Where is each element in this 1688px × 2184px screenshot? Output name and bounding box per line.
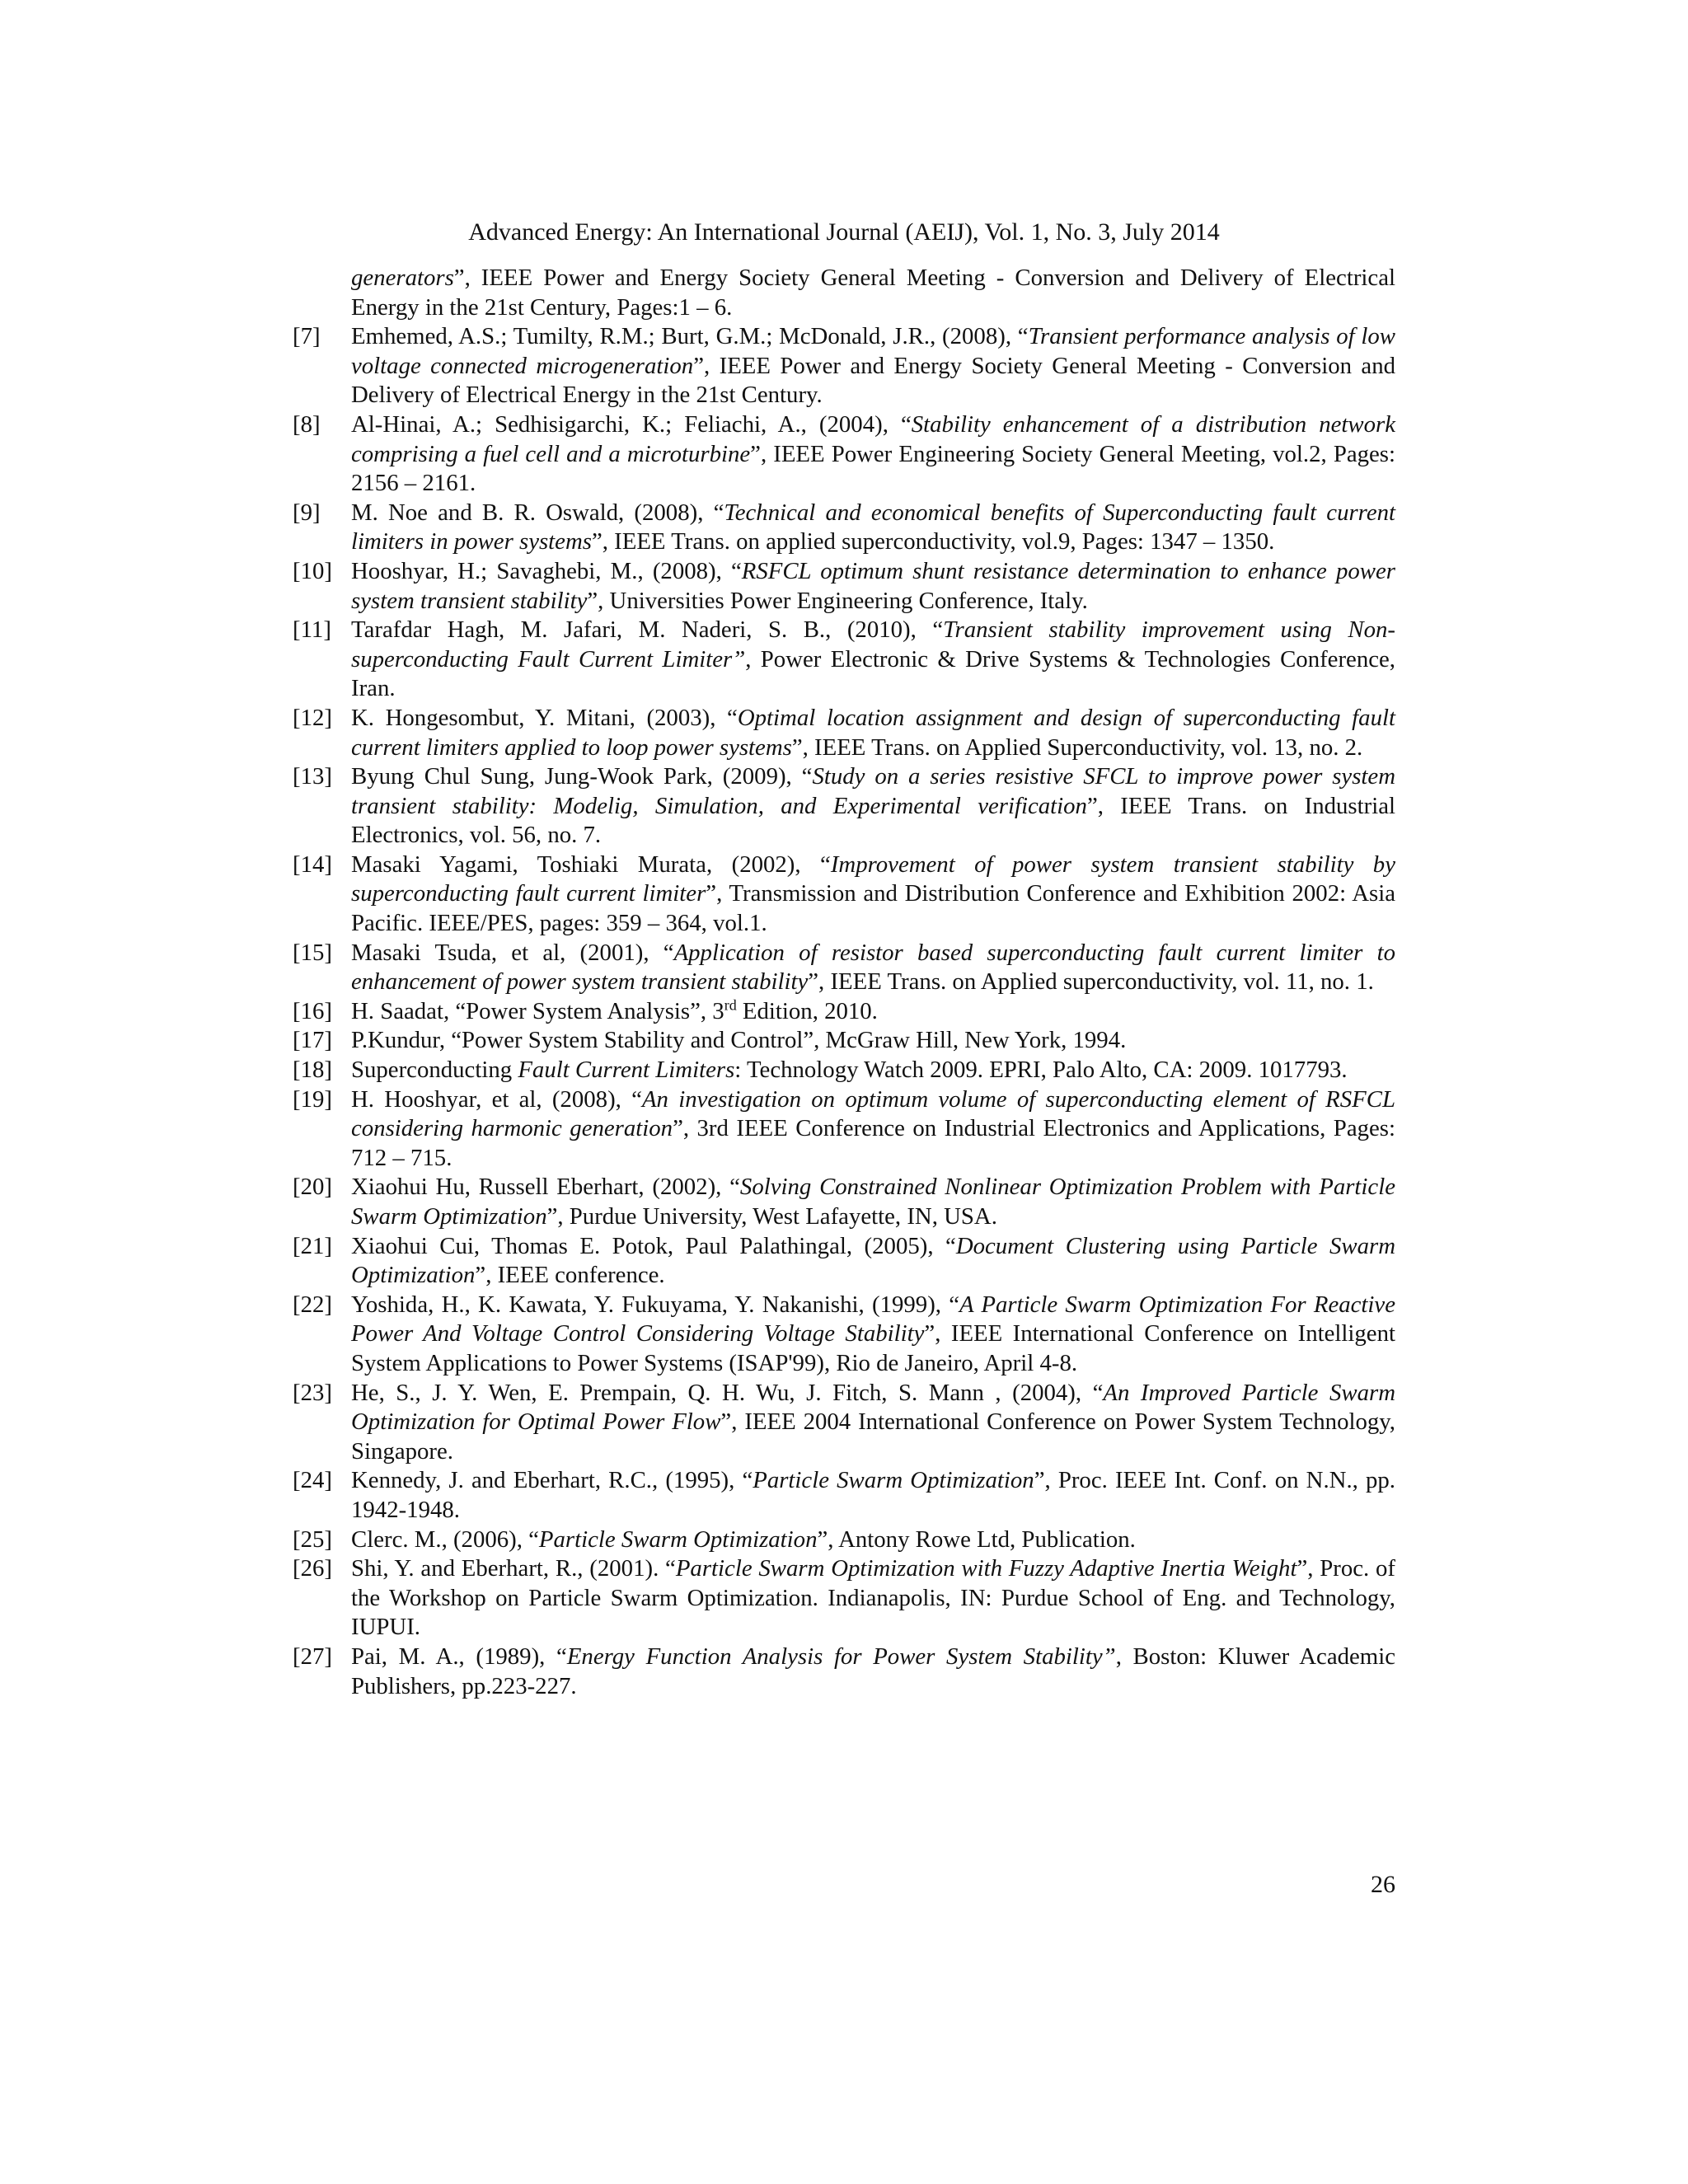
reference-text: Tarafdar Hagh, M. Jafari, M. Naderi, S. B., (2010), “: [351, 616, 944, 644]
reference-number: [24]: [293, 1467, 332, 1494]
reference-text: Byung Chul Sung, Jung-Wook Park, (2009), “: [351, 763, 813, 790]
reference-title: RSFCL optimum shunt resistance determination to enhance power system transient stability: [351, 557, 1395, 614]
reference-text: , Power Electronic & Drive Systems & Technologies Conference, Iran.: [351, 645, 1395, 702]
reference-title: generators: [351, 265, 454, 291]
reference-item: [293, 1291, 1395, 1379]
reference-number: [11]: [293, 616, 331, 644]
reference-text: : Technology Watch 2009. EPRI, Palo Alto, CA: 2009. 1017793.: [734, 1057, 1348, 1084]
reference-item: [293, 1173, 1395, 1231]
reference-item: [293, 557, 1395, 616]
reference-number: [17]: [293, 1027, 332, 1054]
reference-item: [293, 1643, 1395, 1701]
reference-number: [13]: [293, 763, 332, 790]
reference-item: [293, 264, 1395, 322]
reference-text: ”, IEEE Trans. on Applied Superconductivity, vol. 13, no. 2.: [791, 733, 1363, 761]
reference-item: [293, 1085, 1395, 1174]
reference-item: [293, 1554, 1395, 1643]
reference-item: [293, 939, 1395, 997]
reference-text: Hooshyar, H.; Savaghebi, M., (2008), “: [351, 557, 742, 584]
reference-text: P.Kundur, “Power System Stability and Control”, McGraw Hill, New York, 1994.: [351, 1027, 1127, 1054]
reference-text: ”, IEEE Power and Energy Society General Meeting - Conversion and Delivery of Electrical Energy in the 21st Century.: [351, 352, 1396, 409]
reference-title: Energy Function Analysis for Power System Stability”: [566, 1643, 1116, 1670]
reference-title: An Improved Particle Swarm Optimization for Optimal Power Flow: [351, 1379, 1395, 1436]
reference-number: [12]: [293, 704, 332, 731]
reference-text: ”, IEEE Trans. on Applied superconductivity, vol. 11, no. 1.: [808, 968, 1374, 996]
reference-number: [25]: [293, 1526, 332, 1553]
reference-item: [293, 410, 1395, 499]
reference-text: Kennedy, J. and Eberhart, R.C., (1995), “: [351, 1467, 753, 1494]
reference-text: H. Hooshyar, et al, (2008), “: [351, 1085, 642, 1113]
reference-text: Emhemed, A.S.; Tumilty, R.M.; Burt, G.M.; McDonald, J.R., (2008), “: [351, 323, 1029, 350]
reference-item: [293, 1379, 1395, 1467]
reference-item: [293, 499, 1395, 557]
reference-title: Transient performance analysis of low voltage connected microgeneration: [351, 323, 1395, 379]
reference-text: Xiaohui Cui, Thomas E. Potok, Paul Palathingal, (2005), “: [351, 1232, 956, 1259]
reference-text: H. Saadat, “Power System Analysis”, 3: [351, 997, 724, 1024]
reference-text: , Boston: Kluwer Academic Publishers, pp.223-227.: [351, 1643, 1395, 1699]
reference-text: ”, Proc. of the Workshop on Particle Swarm Optimization. Indianapolis, IN: Purdue School of Eng. and Technology, IUPUI.: [351, 1555, 1396, 1641]
running-header: Advanced Energy: An International Journal (AEIJ), Vol. 1, No. 3, July 2014: [468, 218, 1220, 246]
reference-number: [8]: [293, 410, 321, 438]
reference-text: ”, Purdue University, West Lafayette, IN, USA.: [546, 1203, 997, 1230]
reference-number: [22]: [293, 1291, 332, 1318]
reference-text: ”, IEEE Trans. on Industrial Electronics, vol. 56, no. 7.: [351, 792, 1395, 849]
reference-title: Application of resistor based superconducting fault current limiter to enhancement of power system transient stability: [351, 939, 1395, 996]
reference-item: [293, 1526, 1395, 1555]
reference-text: ”, 3rd IEEE Conference on Industrial Electronics and Applications, Pages: 712 – 715.: [351, 1115, 1395, 1171]
reference-text: He, S., J. Y. Wen, E. Prempain, Q. H. Wu, J. Fitch, S. Mann , (2004), “: [351, 1379, 1104, 1406]
reference-title: Technical and economical benefits of Superconducting fault current limiters in power systems: [351, 499, 1395, 555]
reference-text: ”, Universities Power Engineering Conference, Italy.: [587, 587, 1088, 614]
page-number: 26: [1371, 1871, 1395, 1898]
reference-number: [23]: [293, 1379, 332, 1406]
reference-item: [293, 616, 1395, 704]
reference-text: Shi, Y. and Eberhart, R., (2001). “: [351, 1555, 676, 1582]
reference-number: [14]: [293, 851, 332, 878]
reference-text: Yoshida, H., K. Kawata, Y. Fukuyama, Y. Nakanishi, (1999), “: [351, 1291, 960, 1318]
reference-item: [293, 762, 1395, 851]
reference-item: [293, 322, 1395, 410]
reference-text: Edition, 2010.: [736, 997, 878, 1024]
reference-title: An investigation on optimum volume of superconducting element of RSFCL considering harmonic generation: [351, 1085, 1395, 1142]
reference-item: [293, 851, 1395, 939]
reference-item: [293, 704, 1395, 762]
reference-list: [293, 264, 1395, 1701]
reference-text: ”, IEEE 2004 International Conference on Power System Technology, Singapore.: [351, 1408, 1395, 1465]
reference-title: Particle Swarm Optimization: [538, 1526, 818, 1553]
reference-text: ”, IEEE Trans. on applied superconductivity, vol.9, Pages: 1347 – 1350.: [591, 528, 1275, 555]
reference-title: Particle Swarm Optimization: [753, 1467, 1034, 1494]
reference-text: Masaki Yagami, Toshiaki Murata, (2002), “: [351, 851, 831, 878]
reference-title: Transient stability improvement using Non-superconducting Fault Current Limiter”: [351, 616, 1396, 673]
reference-item: [293, 1026, 1395, 1056]
reference-number: [26]: [293, 1555, 332, 1582]
reference-title: Stability enhancement of a distribution network comprising a fuel cell and a microturbine: [351, 410, 1395, 467]
reference-item: [293, 1232, 1395, 1291]
reference-text: ”, IEEE conference.: [475, 1262, 665, 1289]
reference-title: Solving Constrained Nonlinear Optimization Problem with Particle Swarm Optimization: [351, 1174, 1395, 1230]
reference-title: Study on a series resistive SFCL to improve power system transient stability: Modelig, Simulation, and Experimental verification: [351, 763, 1395, 819]
reference-number: [7]: [293, 323, 321, 350]
reference-text: Clerc. M., (2006), “: [351, 1526, 539, 1553]
reference-text: Xiaohui Hu, Russell Eberhart, (2002), “: [351, 1174, 740, 1201]
reference-item: [293, 1056, 1395, 1085]
reference-item: [293, 997, 1395, 1027]
reference-text: M. Noe and B. R. Oswald, (2008), “: [351, 499, 724, 526]
reference-title: Fault Current Limiters: [518, 1057, 735, 1084]
reference-title: Optimal location assignment and design of superconducting fault current limiters applied to loop power systems: [351, 704, 1395, 761]
reference-text: K. Hongesombut, Y. Mitani, (2003), “: [351, 704, 738, 731]
reference-text: ”, Proc. IEEE Int. Conf. on N.N., pp. 1942-1948.: [351, 1467, 1396, 1523]
reference-text: ”, IEEE International Conference on Intelligent System Applications to Power Systems (ISAP'99), Rio de Janeiro, April 4-8.: [351, 1320, 1395, 1376]
reference-number: [9]: [293, 499, 321, 526]
superscript: rd: [724, 996, 737, 1014]
reference-title: Improvement of power system transient stability by superconducting fault current limiter: [351, 851, 1395, 907]
reference-number: [20]: [293, 1174, 332, 1201]
reference-number: [27]: [293, 1643, 332, 1670]
reference-number: [21]: [293, 1232, 332, 1259]
reference-text: ”, Transmission and Distribution Conference and Exhibition 2002: Asia Pacific. IEEE/PES, pages: 359 – 364, vol.1.: [351, 880, 1395, 937]
reference-number: [19]: [293, 1085, 332, 1113]
reference-text: ”, IEEE Power and Energy Society General Meeting - Conversion and Delivery of Electrical Energy in the 21st Century, Pages:1 – 6.: [351, 265, 1395, 321]
reference-number: [10]: [293, 557, 332, 584]
reference-text: Superconducting: [351, 1057, 518, 1084]
reference-item: [293, 1466, 1395, 1525]
reference-text: Masaki Tsuda, et al, (2001), “: [351, 939, 674, 966]
reference-text: Al-Hinai, A.; Sedhisigarchi, K.; Feliachi, A., (2004), “: [351, 410, 912, 438]
reference-number: [16]: [293, 997, 332, 1024]
reference-text: ”, Antony Rowe Ltd, Publication.: [817, 1526, 1136, 1553]
reference-number: [15]: [293, 939, 332, 966]
reference-number: [18]: [293, 1057, 332, 1084]
reference-title: Particle Swarm Optimization with Fuzzy Adaptive Inertia Weight: [675, 1555, 1297, 1582]
reference-text: ”, IEEE Power Engineering Society General Meeting, vol.2, Pages: 2156 – 2161.: [351, 440, 1395, 497]
reference-title: A Particle Swarm Optimization For Reactive Power And Voltage Control Considering Voltage Stability: [351, 1291, 1395, 1347]
reference-text: Pai, M. A., (1989), “: [351, 1643, 567, 1670]
reference-title: Document Clustering using Particle Swarm Optimization: [351, 1232, 1395, 1289]
